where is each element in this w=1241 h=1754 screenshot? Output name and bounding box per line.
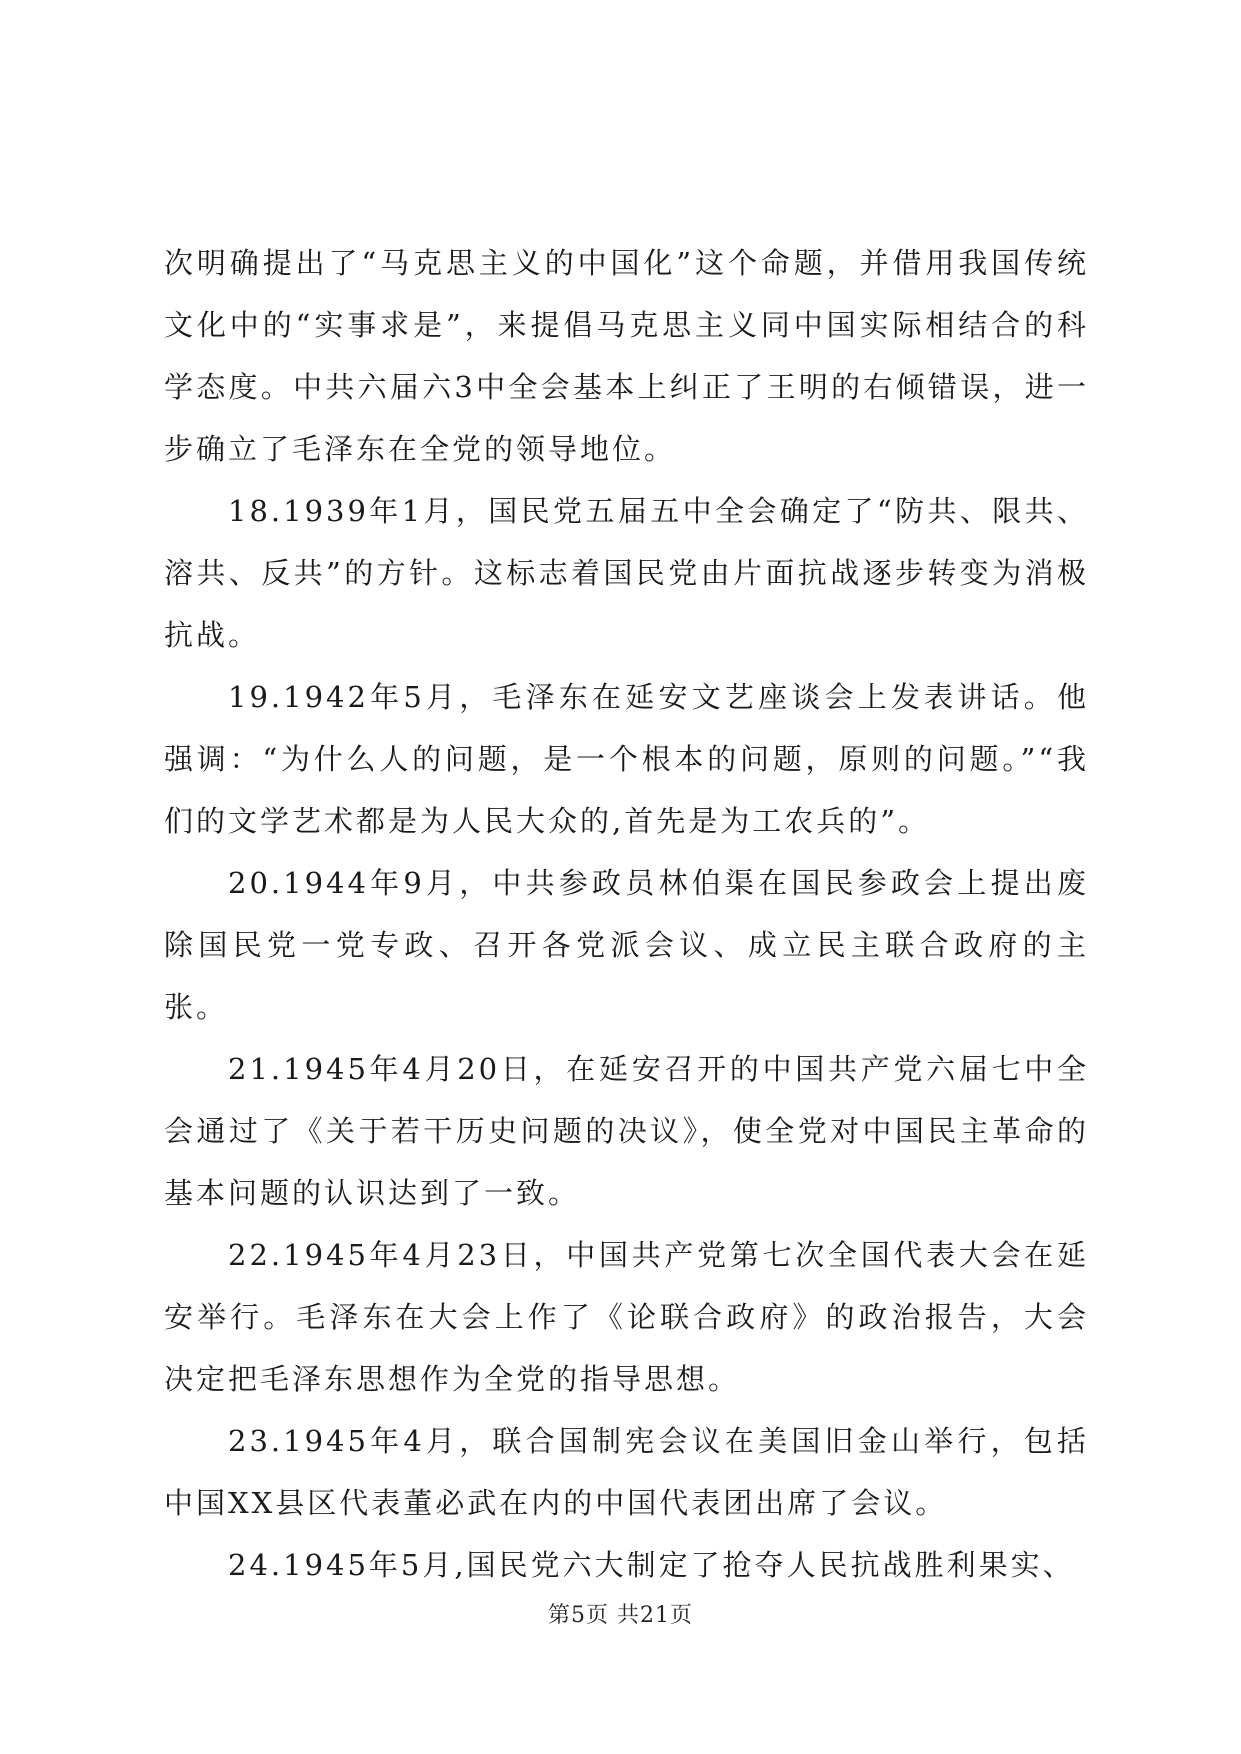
paragraph-item-18: 18.1939年1月，国民党五届五中全会确定了“防共、限共、溶共、反共”的方针。这标志着国民党由片面抗战逐步转变为消极抗战。: [164, 494, 1089, 652]
paragraph-continuation: 次明确提出了“马克思主义的中国化”这个命题，并借用我国传统文化中的“实事求是”，来提倡马克思主义同中国实际相结合的科学态度。中共六届六3中全会基本上纠正了王明的右倾错误，进一步确立了毛泽东在全党的领导地位。: [164, 246, 1089, 466]
paragraph-item-21: 21.1945年4月20日，在延安召开的中国共产党六届七中全会通过了《关于若干历史问题的决议》，使全党对中国民主革命的基本问题的认识达到了一致。: [164, 1052, 1089, 1210]
paragraph-item-20: 20.1944年9月，中共参政员林伯渠在国民参政会上提出废除国民党一党专政、召开各党派会议、成立民主联合政府的主张。: [164, 866, 1089, 1024]
paragraph-item-22: 22.1945年4月23日，中国共产党第七次全国代表大会在延安举行。毛泽东在大会上作了《论联合政府》的政治报告，大会决定把毛泽东思想作为全党的指导思想。: [164, 1238, 1089, 1396]
page-number-footer: 第5页 共21页: [548, 1603, 693, 1628]
document-body: [164, 232, 1089, 1596]
paragraph-item-23: 23.1945年4月，联合国制宪会议在美国旧金山举行，包括中国XX县区代表董必武在内的中国代表团出席了会议。: [164, 1424, 1089, 1520]
paragraph-item-24: 24.1945年5月,国民党六大制定了抢夺人民抗战胜利果实、: [228, 1548, 1075, 1582]
paragraph-item-19: 19.1942年5月，毛泽东在延安文艺座谈会上发表讲话。他强调：“为什么人的问题，是一个根本的问题，原则的问题。”“我们的文学艺术都是为人民大众的,首先是为工农兵的”。: [164, 680, 1089, 838]
